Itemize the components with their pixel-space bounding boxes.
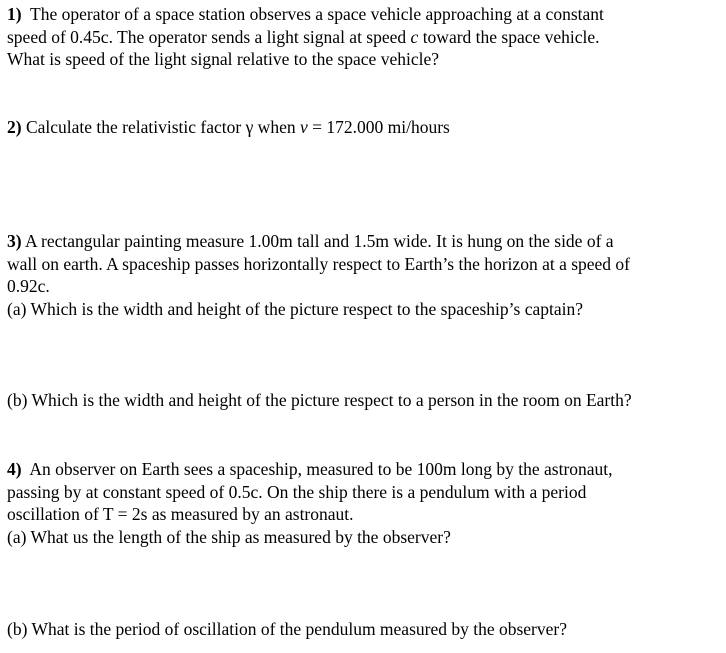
question-2 xyxy=(7,116,722,139)
question-4 xyxy=(7,458,722,548)
q1-line-2: speed of 0.45c. The operator sends a light signal at speed c toward the space vehicle. xyxy=(7,26,600,47)
q3-line-1: 3) A rectangular painting measure 1.00m tall and 1.5m wide. It is hung on the side of a xyxy=(7,231,614,251)
q4-line-1: 4) An observer on Earth sees a spaceship, measured to be 100m long by the astronaut, xyxy=(7,459,613,479)
q2-line-1: 2) Calculate the relativistic factor γ when v = 172.000 mi/hours xyxy=(7,117,450,137)
q4-part-b: (b) What is the period of oscillation of the pendulum measured by the observer? xyxy=(7,619,567,639)
q4-line-3: oscillation of T = 2s as measured by an astronaut. xyxy=(7,504,354,524)
q3-line-3: 0.92c. xyxy=(7,276,50,296)
c-symbol: c xyxy=(410,26,419,47)
question-3-part-b xyxy=(7,389,722,412)
v-symbol: v xyxy=(299,117,308,137)
q1-number: 1) xyxy=(7,4,22,24)
question-1 xyxy=(7,3,722,71)
question-4-part-b xyxy=(7,618,722,641)
q3-part-a: (a) Which is the width and height of the picture respect to the spaceship’s captain? xyxy=(7,298,584,319)
q3-number: 3) xyxy=(7,231,22,251)
q3-line-2: wall on earth. A spaceship passes horizontally respect to Earth’s the horizon at a speed of xyxy=(7,253,631,274)
q4-line-2: passing by at constant speed of 0.5c. On the ship there is a pendulum with a period xyxy=(7,481,587,502)
question-3 xyxy=(7,230,722,320)
q1-line-1: 1) The operator of a space station observes a space vehicle approaching at a constant xyxy=(7,4,604,24)
q3-part-b: (b) Which is the width and height of the picture respect to a person in the room on Earth? xyxy=(7,390,632,410)
q4-number: 4) xyxy=(7,459,22,479)
q4-part-a: (a) What us the length of the ship as measured by the observer? xyxy=(7,526,451,547)
q1-line-3: What is speed of the light signal relative to the space vehicle? xyxy=(7,49,439,69)
q2-number: 2) xyxy=(7,117,22,137)
